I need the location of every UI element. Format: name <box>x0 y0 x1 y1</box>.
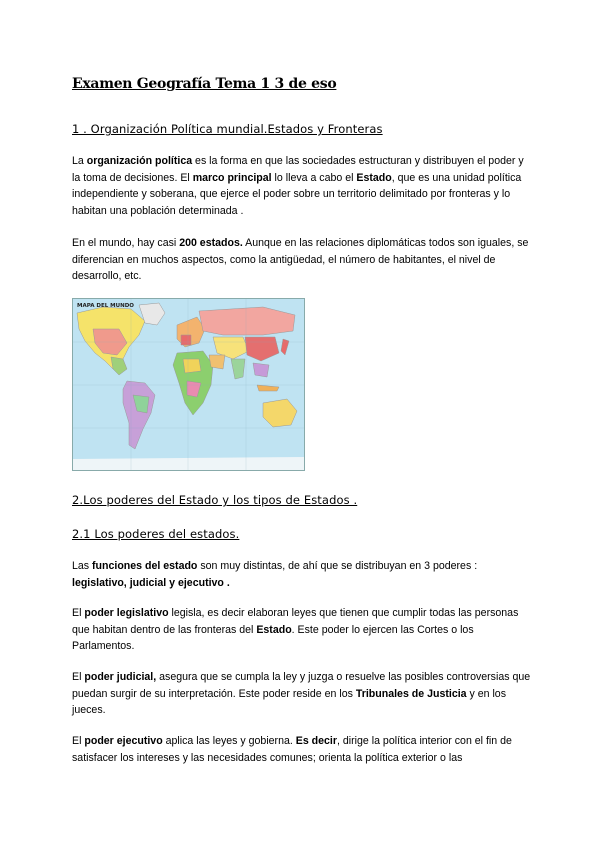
map-caption: MAPA DEL MUNDO <box>77 303 134 309</box>
paragraph-judicial: El poder judicial, asegura que se cumpla la ley y juzga o resuelve las posibles controversias que puedan surgir de su interpretación. Este poder reside en los Tribunales de Justicia y en los jueces. <box>72 671 531 717</box>
paragraph-funciones: Las funciones del estado son muy distintas, de ahí que se distribuyan en 3 poderes : legislativo, judicial y ejecutivo . <box>72 560 478 589</box>
section-1-heading: 1 . Organización Política mundial.Estados y Fronteras <box>72 122 383 136</box>
paragraph-legislativo: El poder legislativo legisla, es decir elaboran leyes que tienen que cumplir todas las personas que habitan dentro de las fronteras del Estado. Este poder lo ejercen las Cortes o los Parlamentos. <box>72 607 519 653</box>
paragraph-ejecutivo: El poder ejecutivo aplica las leyes y gobierna. Es decir, dirige la política interior con el fin de satisfacer los intereses y las necesidades comunes; orienta la política exterior o las <box>72 735 512 764</box>
world-political-map-image <box>72 298 305 471</box>
paragraph-estados: En el mundo, hay casi 200 estados. Aunque en las relaciones diplomáticas todos son iguales, se diferencian en muchos aspectos, como la antigüedad, el número de habitantes, el nivel de desarrollo, etc. <box>72 237 529 283</box>
document-title: Examen Geografía Tema 1 3 de eso <box>72 76 337 92</box>
section-2-heading: 2.Los poderes del Estado y los tipos de Estados . <box>72 493 358 507</box>
paragraph-organizacion: La organización política es la forma en que las sociedades estructuran y distribuyen el poder y la toma de decisiones. El marco principal lo lleva a cabo el Estado, que es una unidad política independiente y soberana, que ejerce el poder sobre un territorio delimitado por fronteras y lo habitan una población determinada . <box>72 155 524 217</box>
section-2-1-heading: 2.1 Los poderes del estados. <box>72 527 240 541</box>
world-map-graphic <box>73 299 304 470</box>
